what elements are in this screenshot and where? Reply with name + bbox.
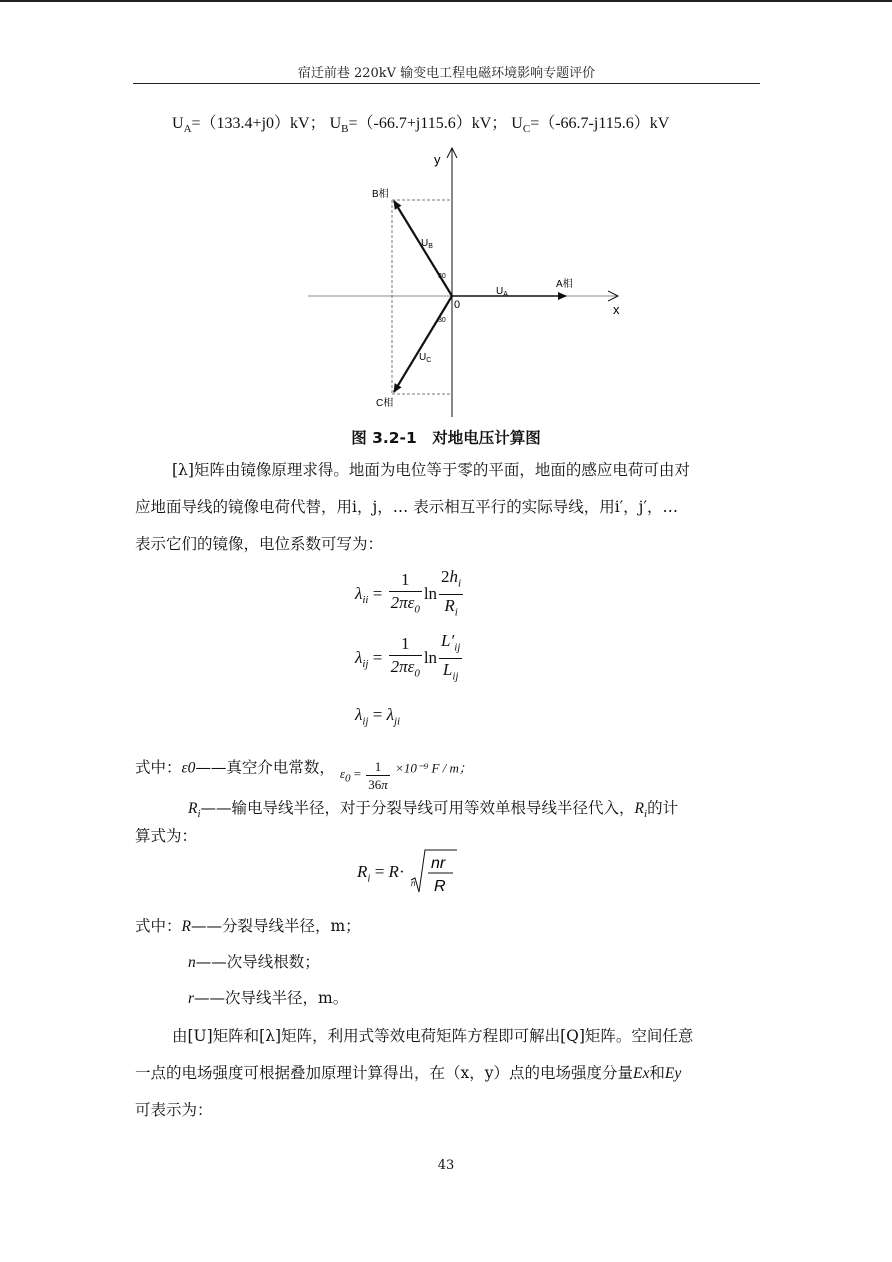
header-rule <box>133 83 760 84</box>
phase-c-label: C相 <box>376 398 394 409</box>
para1-line3: 表示它们的镜像，电位系数可写为： <box>135 535 384 553</box>
page-number: 43 <box>437 1158 455 1173</box>
nth-root-sign <box>409 848 457 898</box>
angle-top-label: 30 <box>438 273 446 280</box>
uc-symbol: U <box>511 115 523 132</box>
angle-bottom-label: 30 <box>438 317 446 324</box>
para1-line2: 应地面导线的镜像电荷代替，用i，j，… 表示相互平行的实际导线，用i′，j′，… <box>135 498 678 516</box>
ub-subscript: B <box>341 123 349 136</box>
svg-text:nr: nr <box>430 855 446 872</box>
formula-ri: $R_i = R\cdot$ n nr R <box>357 848 457 898</box>
ua-symbol: U <box>172 115 184 132</box>
ub-label: $U_B$ <box>421 238 433 250</box>
where-ri-line2: 算式为： <box>135 827 198 845</box>
where-R: 式中：R——分裂导线半径，m； <box>135 917 361 935</box>
voltage-line <box>172 110 669 135</box>
formula-lambda-ii: $\lambda_{ii}$ = $\frac{1}{2\pi\varepsilon_0}$ ln $\frac{2h_i}{R_i}$ <box>355 567 462 619</box>
origin-label: 0 <box>454 299 461 311</box>
where-epsilon: 式中：ε0——真空介电常数， $_{\varepsilon_0 = \frac{1}{36\pi}}$ ×10⁻⁹ F / m； <box>135 758 472 792</box>
ua-subscript: A <box>183 123 192 136</box>
svg-text:R: R <box>433 878 446 895</box>
page-header: 宿迁前巷 220kV 输变电工程电磁环境影响专题评价 <box>297 66 596 81</box>
ua-label: $U_A$ <box>496 286 508 298</box>
para2-line1: 由[U]矩阵和[λ]矩阵，利用式等效电荷矩阵方程即可解出[Q]矩阵。空间任意 <box>172 1027 694 1045</box>
uc-value: =（-66.7-j115.6）kV <box>530 115 670 132</box>
ri-symbol: $R_i$ <box>188 800 201 821</box>
uc-label: $U_C$ <box>419 352 432 364</box>
where-ri-line1: $R_i——$输电导线半径，对于分裂导线可用等效单根导线半径代入，$R_i$的计 <box>188 799 679 821</box>
ua-value: =（133.4+j0）kV； <box>191 115 326 132</box>
x-axis-label: x <box>613 302 620 317</box>
uc-subscript: C <box>522 123 531 136</box>
formula-lambda-symmetry: $\lambda_{ij} = \lambda_{ji}$ <box>355 705 401 728</box>
y-axis-label: y <box>434 152 441 167</box>
figure-caption: 图 3.2-1 对地电压计算图 <box>351 429 541 447</box>
ub-value: =（-66.7+j115.6）kV； <box>348 115 508 132</box>
ub-symbol: U <box>329 115 342 132</box>
phase-a-label: A相 <box>556 279 573 290</box>
where-n: n——次导线根数； <box>188 953 320 971</box>
formula-lambda-ij: $\lambda_{ij}$ = $\frac{1}{2\pi\varepsilon_0}$ ln $\frac{L'_{ij}}{L_{ij}}$ <box>355 631 461 683</box>
where-r: r——次导线半径，m。 <box>188 989 349 1007</box>
phasor-diagram <box>300 142 630 422</box>
phase-b-label: B相 <box>372 189 389 200</box>
top-border <box>0 0 892 2</box>
formula-epsilon0: ε0 = 1 36π <box>339 759 388 792</box>
para1-line1: [λ]矩阵由镜像原理求得。地面为电位等于零的平面，地面的感应电荷可由对 <box>172 461 690 479</box>
para2-line2: 一点的电场强度可根据叠加原理计算得出，在（x，y）点的电场强度分量Ex和Ey <box>135 1064 682 1082</box>
uc-arrow <box>394 296 452 392</box>
epsilon-symbol: ε0 <box>181 759 196 777</box>
epsilon-unit: ×10⁻⁹ F / m； <box>395 760 472 776</box>
svg-text:n: n <box>410 879 416 888</box>
para2-line3: 可表示为： <box>135 1101 213 1119</box>
